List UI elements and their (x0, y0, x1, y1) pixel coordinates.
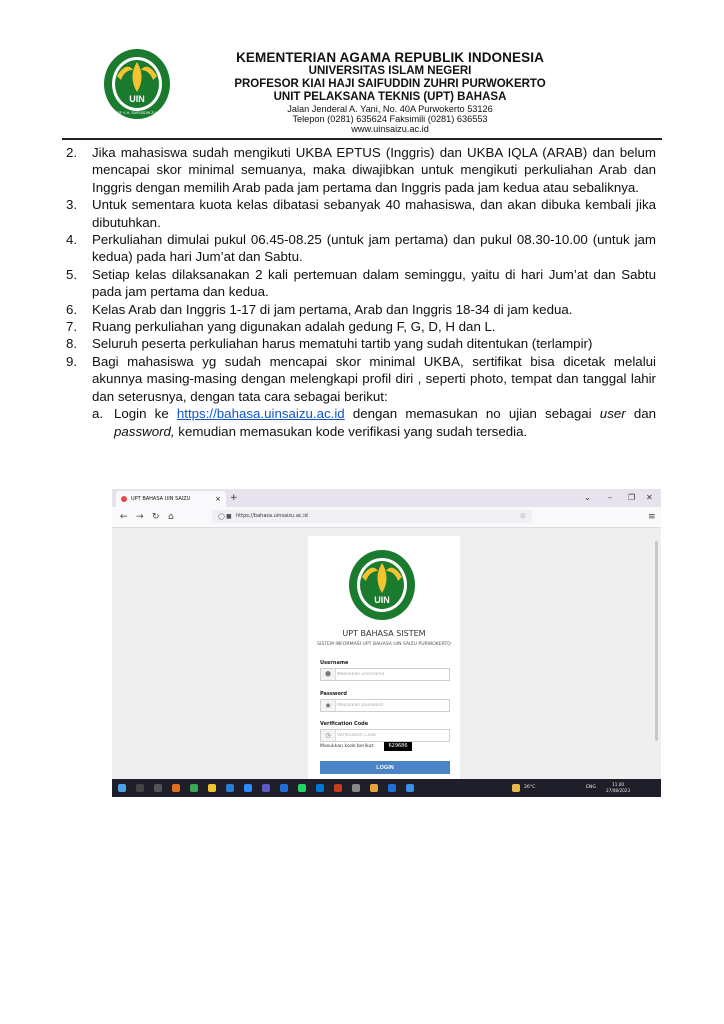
word-icon[interactable] (388, 784, 396, 792)
clock-date: 27/08/2023 (606, 788, 631, 793)
letterhead-university: UNIVERSITAS ISLAM NEGERI (308, 65, 472, 78)
clock-icon: ◷ (321, 730, 336, 741)
verification-field (320, 729, 450, 742)
login-page-screenshot (112, 489, 661, 797)
username-input[interactable] (337, 669, 445, 680)
scrollbar-thumb[interactable] (655, 541, 658, 741)
captcha-code: 629686 (384, 742, 412, 751)
password-field (320, 699, 450, 712)
restore-icon[interactable]: ❐ (628, 493, 636, 502)
close-window-icon[interactable]: ✕ (646, 493, 653, 502)
uin-logo (103, 48, 171, 120)
list-item: 5. Setiap kelas dilaksanakan 2 kali pertemuan dalam seminggu, yaitu di hari Jum’at dan Sabtu pada jam pertama dan kedua. (66, 266, 656, 300)
lock-icon: ◉ (321, 700, 336, 711)
teams-icon[interactable] (262, 784, 270, 792)
telegram-icon[interactable] (406, 784, 414, 792)
letterhead (190, 50, 590, 135)
letterhead-ministry: KEMENTERIAN AGAMA REPUBLIK INDONESIA (236, 50, 544, 65)
search-icon[interactable] (136, 784, 144, 792)
zoom-icon[interactable] (244, 784, 252, 792)
letterhead-phone: Telepon (0281) 635624 Faksimili (0281) 636553 (292, 114, 488, 125)
chevron-down-icon[interactable]: ⌄ (584, 493, 591, 502)
lock-icon: ■ (226, 513, 232, 520)
app-icon[interactable] (352, 784, 360, 792)
task-view-icon[interactable] (154, 784, 162, 792)
browser-navbar (112, 507, 661, 528)
list-item: 7. Ruang perkuliahan yang digunakan adalah gedung F, G, D, H dan L. (66, 319, 496, 335)
chrome-icon[interactable] (190, 784, 198, 792)
list-item: 3. Untuk sementara kuota kelas dibatasi sebanyak 40 mahasiswa, dan akan dibuka kembali jika dibutuhkan. (66, 197, 656, 230)
login-subtitle: SISTEM INFORMASI UPT BAHASA UIN SAIZU PURWOKERTO (317, 642, 451, 647)
login-steps (92, 405, 656, 440)
word-icon[interactable] (280, 784, 288, 792)
firefox-icon (121, 496, 127, 502)
back-icon[interactable]: ← (120, 512, 128, 522)
forward-icon[interactable]: → (136, 512, 144, 522)
user-icon: ☻ (321, 669, 336, 680)
document-body (62, 144, 656, 440)
browser-tabbar (112, 489, 661, 507)
login-button[interactable]: LOGIN (320, 761, 450, 774)
address-bar[interactable]: ◯ ■ https://bahasa.uinsaizu.ac.id ☆ (212, 510, 532, 523)
username-label: Username (320, 660, 349, 666)
minimize-icon[interactable]: – (608, 493, 612, 502)
uin-logo (348, 549, 416, 621)
powerpoint-icon[interactable] (334, 784, 342, 792)
bookmark-star-icon[interactable]: ☆ (519, 512, 526, 520)
home-icon[interactable]: ⌂ (168, 512, 174, 522)
password-label: Password (320, 691, 347, 697)
list-item: 8. Seluruh peserta perkuliahan harus mematuhi tartib yang sudah ditentukan (terlampir) (66, 336, 593, 352)
verification-input[interactable] (337, 730, 445, 741)
letterhead-address: Jalan Jenderal A. Yani, No. 40A Purwokerto 53126 (287, 103, 493, 114)
file-explorer-icon[interactable] (208, 784, 216, 792)
menu-icon[interactable]: ≡ (648, 512, 656, 522)
username-field (320, 668, 450, 681)
svg-text:PROF. K.H. SAIFUDDIN ZUHRI: PROF. K.H. SAIFUDDIN ZUHRI (112, 111, 162, 115)
app-icon[interactable] (226, 784, 234, 792)
captcha-label: Masukkan kode berikut: (320, 744, 375, 749)
taskbar-clock[interactable] (606, 782, 630, 794)
list-item: 6. Kelas Arab dan Inggris 1-17 di jam pertama, Arab dan Inggris 18-34 di jam kedua. (66, 301, 573, 317)
letterhead-unit: UNIT PELAKSANA TEKNIS (UPT) BAHASA (273, 90, 507, 103)
windows-taskbar (112, 779, 661, 797)
browser-tab[interactable]: UPT BAHASA UIN SAIZU × (116, 491, 226, 507)
letterhead-university-name: PROFESOR KIAI HAJI SAIFUDDIN ZUHRI PURWOKERTO (234, 77, 546, 90)
letterhead-divider (62, 138, 662, 140)
whatsapp-icon[interactable] (298, 784, 306, 792)
new-tab-button[interactable]: + (230, 493, 238, 503)
password-input[interactable] (337, 700, 445, 711)
letterhead-website: www.uinsaizu.ac.id (351, 124, 429, 135)
edge-icon[interactable] (316, 784, 324, 792)
weather-temperature: 26°C (524, 785, 536, 790)
language-indicator[interactable]: ENG (586, 785, 596, 790)
svg-text:UIN: UIN (374, 595, 390, 605)
sub-list-item: a. Login ke https://bahasa.uinsaizu.ac.id dengan memasukan no ujian sebagai user dan password, kemudian memasukan kode verifikasi yang sudah tersedia. (92, 406, 656, 439)
app-icon[interactable] (370, 784, 378, 792)
clock-time: 11.00 (612, 782, 625, 787)
instruction-list (62, 144, 656, 440)
verification-label: Verification Code (320, 721, 369, 727)
reload-icon[interactable]: ↻ (152, 512, 160, 522)
site-link[interactable]: https://bahasa.uinsaizu.ac.id (176, 406, 345, 422)
svg-text:UIN: UIN (129, 94, 145, 104)
list-item: 4. Perkuliahan dimulai pukul 06.45-08.25 (untuk jam pertama) dan pukul 08.30-10.00 (untuk jam kedua) pada hari Jum’at dan Sabtu. (66, 232, 656, 265)
login-title: UPT BAHASA SISTEM (342, 629, 426, 638)
firefox-icon[interactable] (172, 784, 180, 792)
list-item: 9. Bagi mahasiswa yg sudah mencapai skor minimal UKBA, sertifikat bisa dicetak melalui akunnya masing-masing dengan melengkapi profil diri , seperti photo, tempat dan tanggal lahir dan seterusnya, dengan tata cara sebagai berikut: a. Login ke https://bahasa.uinsaizu.ac.id dengan memasukan no ujian sebagai user dan password, kemudian memasukan kode verifikasi yang sudah tersedia. (66, 353, 656, 439)
shield-icon: ◯ (218, 513, 225, 520)
login-card (308, 536, 460, 779)
list-item: 2. Jika mahasiswa sudah mengikuti UKBA EPTUS (Inggris) dan UKBA IQLA (ARAB) dan belum mencapai skor minimal semuanya, maka diwajibkan untuk mengikuti perkuliahan Arab dan Inggris dengan memilih Arab pada jam pertama dan Inggris pada jam kedua atau sebaliknya. (66, 145, 656, 195)
start-icon[interactable] (118, 784, 126, 792)
weather-icon (512, 784, 520, 792)
close-icon[interactable]: × (215, 495, 221, 503)
